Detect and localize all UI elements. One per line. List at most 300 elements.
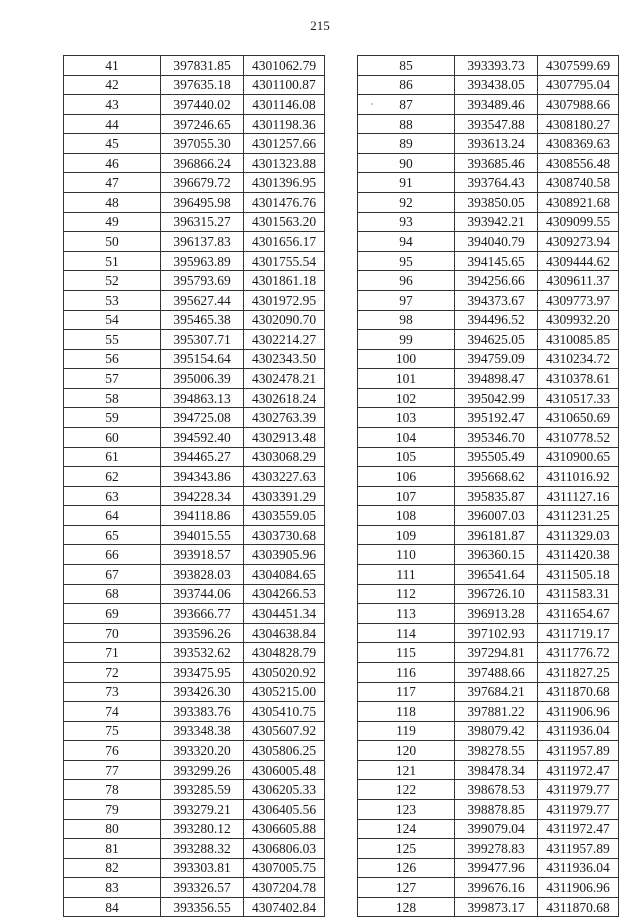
x-coordinate-cell: 394496.52 [455, 310, 538, 330]
y-coordinate-cell: 4309611.37 [538, 271, 619, 291]
point-number-cell: 55 [64, 330, 161, 350]
table-row [358, 584, 619, 604]
y-coordinate-cell: 4302763.39 [244, 408, 325, 428]
table-row [358, 290, 619, 310]
x-coordinate-cell: 393532.62 [161, 643, 244, 663]
point-number-cell: 65 [64, 525, 161, 545]
table-row [358, 760, 619, 780]
point-number-cell: 122 [358, 780, 455, 800]
x-coordinate-cell: 395465.38 [161, 310, 244, 330]
table-row [358, 702, 619, 722]
point-number-cell: 69 [64, 604, 161, 624]
y-coordinate-cell: 4305607.92 [244, 721, 325, 741]
table-row [64, 897, 325, 917]
x-coordinate-cell: 393288.32 [161, 839, 244, 859]
x-coordinate-cell: 395154.64 [161, 349, 244, 369]
table-row [358, 153, 619, 173]
y-coordinate-cell: 4311972.47 [538, 760, 619, 780]
x-coordinate-cell: 395346.70 [455, 427, 538, 447]
table-row [358, 819, 619, 839]
x-coordinate-cell: 395505.49 [455, 447, 538, 467]
y-coordinate-cell: 4311906.96 [538, 702, 619, 722]
y-coordinate-cell: 4310900.65 [538, 447, 619, 467]
x-coordinate-cell: 393280.12 [161, 819, 244, 839]
table-row [358, 878, 619, 898]
table-row [64, 153, 325, 173]
table-row [358, 604, 619, 624]
x-coordinate-cell: 393303.81 [161, 858, 244, 878]
x-coordinate-cell: 395835.87 [455, 486, 538, 506]
x-coordinate-cell: 394228.34 [161, 486, 244, 506]
table-row [358, 232, 619, 252]
table-row [64, 56, 325, 76]
x-coordinate-cell: 393685.46 [455, 153, 538, 173]
table-row [64, 643, 325, 663]
point-number-cell: 62 [64, 467, 161, 487]
y-coordinate-cell: 4311979.77 [538, 799, 619, 819]
table-row [358, 565, 619, 585]
x-coordinate-cell: 396541.64 [455, 565, 538, 585]
y-coordinate-cell: 4303391.29 [244, 486, 325, 506]
point-number-cell: 119 [358, 721, 455, 741]
y-coordinate-cell: 4304266.53 [244, 584, 325, 604]
table-row [64, 780, 325, 800]
table-row [358, 467, 619, 487]
x-coordinate-cell: 398678.53 [455, 780, 538, 800]
table-row [358, 134, 619, 154]
point-number-cell: 125 [358, 839, 455, 859]
x-coordinate-cell: 396181.87 [455, 525, 538, 545]
table-row [64, 858, 325, 878]
x-coordinate-cell: 394145.65 [455, 251, 538, 271]
x-coordinate-cell: 395963.89 [161, 251, 244, 271]
x-coordinate-cell: 393426.30 [161, 682, 244, 702]
y-coordinate-cell: 4306005.48 [244, 760, 325, 780]
coordinates-table-left [63, 55, 325, 917]
table-row [64, 271, 325, 291]
y-coordinate-cell: 4311936.04 [538, 721, 619, 741]
x-coordinate-cell: 394343.86 [161, 467, 244, 487]
y-coordinate-cell: 4310650.69 [538, 408, 619, 428]
table-row [64, 565, 325, 585]
table-row [358, 310, 619, 330]
y-coordinate-cell: 4311870.68 [538, 682, 619, 702]
y-coordinate-cell: 4303559.05 [244, 506, 325, 526]
x-coordinate-cell: 393764.43 [455, 173, 538, 193]
table-row [64, 330, 325, 350]
table-row [64, 702, 325, 722]
y-coordinate-cell: 4305410.75 [244, 702, 325, 722]
table-row [64, 349, 325, 369]
point-number-cell: 110 [358, 545, 455, 565]
point-number-cell: 78 [64, 780, 161, 800]
y-coordinate-cell: 4308180.27 [538, 114, 619, 134]
point-number-cell: 106 [358, 467, 455, 487]
point-number-cell: 108 [358, 506, 455, 526]
y-coordinate-cell: 4310378.61 [538, 369, 619, 389]
y-coordinate-cell: 4307204.78 [244, 878, 325, 898]
x-coordinate-cell: 397684.21 [455, 682, 538, 702]
y-coordinate-cell: 4311936.04 [538, 858, 619, 878]
x-coordinate-cell: 393475.95 [161, 662, 244, 682]
point-number-cell: 50 [64, 232, 161, 252]
point-number-cell: 88 [358, 114, 455, 134]
point-number-cell: 42 [64, 75, 161, 95]
table-row [358, 369, 619, 389]
x-coordinate-cell: 399079.04 [455, 819, 538, 839]
x-coordinate-cell: 393547.88 [455, 114, 538, 134]
point-number-cell: 71 [64, 643, 161, 663]
point-number-cell: 56 [64, 349, 161, 369]
y-coordinate-cell: 4309273.94 [538, 232, 619, 252]
point-number-cell: 95 [358, 251, 455, 271]
y-coordinate-cell: 4302343.50 [244, 349, 325, 369]
point-number-cell: 75 [64, 721, 161, 741]
y-coordinate-cell: 4301323.88 [244, 153, 325, 173]
x-coordinate-cell: 396360.15 [455, 545, 538, 565]
table-row [358, 251, 619, 271]
y-coordinate-cell: 4309773.97 [538, 290, 619, 310]
y-coordinate-cell: 4301656.17 [244, 232, 325, 252]
point-number-cell: 128 [358, 897, 455, 917]
y-coordinate-cell: 4303905.96 [244, 545, 325, 565]
table-row [64, 525, 325, 545]
table-row [358, 525, 619, 545]
x-coordinate-cell: 393828.03 [161, 565, 244, 585]
table-row [64, 741, 325, 761]
point-number-cell: 102 [358, 388, 455, 408]
y-coordinate-cell: 4311016.92 [538, 467, 619, 487]
table-row [64, 799, 325, 819]
x-coordinate-cell: 393596.26 [161, 623, 244, 643]
y-coordinate-cell: 4311906.96 [538, 878, 619, 898]
point-number-cell: 81 [64, 839, 161, 859]
y-coordinate-cell: 4302913.48 [244, 427, 325, 447]
x-coordinate-cell: 395627.44 [161, 290, 244, 310]
point-number-cell: 94 [358, 232, 455, 252]
point-number-cell: 58 [64, 388, 161, 408]
table-row [64, 251, 325, 271]
x-coordinate-cell: 396913.28 [455, 604, 538, 624]
x-coordinate-cell: 395006.39 [161, 369, 244, 389]
x-coordinate-cell: 399477.96 [455, 858, 538, 878]
point-number-cell: 70 [64, 623, 161, 643]
y-coordinate-cell: 4307005.75 [244, 858, 325, 878]
x-coordinate-cell: 395668.62 [455, 467, 538, 487]
point-number-cell: 73 [64, 682, 161, 702]
point-number-cell: 52 [64, 271, 161, 291]
table-row [64, 682, 325, 702]
x-coordinate-cell: 397881.22 [455, 702, 538, 722]
x-coordinate-cell: 397102.93 [455, 623, 538, 643]
table-row [358, 349, 619, 369]
y-coordinate-cell: 4309444.62 [538, 251, 619, 271]
point-number-cell: 112 [358, 584, 455, 604]
x-coordinate-cell: 394256.66 [455, 271, 538, 291]
point-number-cell: 72 [64, 662, 161, 682]
x-coordinate-cell: 397635.18 [161, 75, 244, 95]
y-coordinate-cell: 4304084.65 [244, 565, 325, 585]
x-coordinate-cell: 394625.05 [455, 330, 538, 350]
table-row [64, 134, 325, 154]
table-row [64, 819, 325, 839]
y-coordinate-cell: 4308556.48 [538, 153, 619, 173]
x-coordinate-cell: 396679.72 [161, 173, 244, 193]
y-coordinate-cell: 4310085.85 [538, 330, 619, 350]
point-number-cell: 114 [358, 623, 455, 643]
point-number-cell: 123 [358, 799, 455, 819]
x-coordinate-cell: 393279.21 [161, 799, 244, 819]
table-row [64, 95, 325, 115]
y-coordinate-cell: 4304828.79 [244, 643, 325, 663]
table-row [358, 427, 619, 447]
point-number-cell: 104 [358, 427, 455, 447]
x-coordinate-cell: 394898.47 [455, 369, 538, 389]
point-number-cell: 111 [358, 565, 455, 585]
y-coordinate-cell: 4305215.00 [244, 682, 325, 702]
x-coordinate-cell: 395793.69 [161, 271, 244, 291]
x-coordinate-cell: 393285.59 [161, 780, 244, 800]
x-coordinate-cell: 397831.85 [161, 56, 244, 76]
table-row [358, 897, 619, 917]
y-coordinate-cell: 4303068.29 [244, 447, 325, 467]
x-coordinate-cell: 399278.83 [455, 839, 538, 859]
table-row [358, 799, 619, 819]
table-row [64, 310, 325, 330]
point-number-cell: 76 [64, 741, 161, 761]
point-number-cell: 61 [64, 447, 161, 467]
y-coordinate-cell: 4307795.04 [538, 75, 619, 95]
point-number-cell: 86 [358, 75, 455, 95]
point-number-cell: 53 [64, 290, 161, 310]
x-coordinate-cell: 394118.86 [161, 506, 244, 526]
x-coordinate-cell: 397488.66 [455, 662, 538, 682]
table-row [64, 662, 325, 682]
x-coordinate-cell: 393942.21 [455, 212, 538, 232]
x-coordinate-cell: 394465.27 [161, 447, 244, 467]
x-coordinate-cell: 396726.10 [455, 584, 538, 604]
table-row [358, 330, 619, 350]
table-row [358, 682, 619, 702]
x-coordinate-cell: 399676.16 [455, 878, 538, 898]
y-coordinate-cell: 4303227.63 [244, 467, 325, 487]
x-coordinate-cell: 399873.17 [455, 897, 538, 917]
y-coordinate-cell: 4307599.69 [538, 56, 619, 76]
x-coordinate-cell: 393299.26 [161, 760, 244, 780]
point-number-cell: 77 [64, 760, 161, 780]
y-coordinate-cell: 4304451.34 [244, 604, 325, 624]
point-number-cell: 67 [64, 565, 161, 585]
x-coordinate-cell: 396495.98 [161, 193, 244, 213]
point-number-cell: 120 [358, 741, 455, 761]
x-coordinate-cell: 398878.85 [455, 799, 538, 819]
table-row [64, 173, 325, 193]
x-coordinate-cell: 398478.34 [455, 760, 538, 780]
point-number-cell: 115 [358, 643, 455, 663]
point-number-cell: 98 [358, 310, 455, 330]
point-number-cell: 116 [358, 662, 455, 682]
table-row [358, 271, 619, 291]
x-coordinate-cell: 395307.71 [161, 330, 244, 350]
y-coordinate-cell: 4303730.68 [244, 525, 325, 545]
table-row [358, 56, 619, 76]
x-coordinate-cell: 395042.99 [455, 388, 538, 408]
y-coordinate-cell: 4301755.54 [244, 251, 325, 271]
point-number-cell: 41 [64, 56, 161, 76]
x-coordinate-cell: 398079.42 [455, 721, 538, 741]
table-row [358, 95, 619, 115]
x-coordinate-cell: 393383.76 [161, 702, 244, 722]
x-coordinate-cell: 395192.47 [455, 408, 538, 428]
x-coordinate-cell: 396137.83 [161, 232, 244, 252]
y-coordinate-cell: 4301257.66 [244, 134, 325, 154]
table-row [358, 506, 619, 526]
point-number-cell: 85 [358, 56, 455, 76]
point-number-cell: 68 [64, 584, 161, 604]
y-coordinate-cell: 4311329.03 [538, 525, 619, 545]
point-number-cell: 46 [64, 153, 161, 173]
point-number-cell: 87 [358, 95, 455, 115]
point-number-cell: 90 [358, 153, 455, 173]
y-coordinate-cell: 4306205.33 [244, 780, 325, 800]
point-number-cell: 60 [64, 427, 161, 447]
y-coordinate-cell: 4311957.89 [538, 839, 619, 859]
y-coordinate-cell: 4310234.72 [538, 349, 619, 369]
table-row [358, 623, 619, 643]
x-coordinate-cell: 397246.65 [161, 114, 244, 134]
table-row [64, 604, 325, 624]
y-coordinate-cell: 4310517.33 [538, 388, 619, 408]
table-row [358, 193, 619, 213]
x-coordinate-cell: 394373.67 [455, 290, 538, 310]
point-number-cell: 97 [358, 290, 455, 310]
x-coordinate-cell: 394592.40 [161, 427, 244, 447]
point-number-cell: 82 [64, 858, 161, 878]
table-row [358, 75, 619, 95]
y-coordinate-cell: 4301062.79 [244, 56, 325, 76]
x-coordinate-cell: 396007.03 [455, 506, 538, 526]
point-number-cell: 47 [64, 173, 161, 193]
point-number-cell: 51 [64, 251, 161, 271]
y-coordinate-cell: 4311420.38 [538, 545, 619, 565]
point-number-cell: 121 [358, 760, 455, 780]
table-row [358, 408, 619, 428]
y-coordinate-cell: 4311505.18 [538, 565, 619, 585]
y-coordinate-cell: 4306605.88 [244, 819, 325, 839]
table-row [64, 623, 325, 643]
y-coordinate-cell: 4311957.89 [538, 741, 619, 761]
y-coordinate-cell: 4305020.92 [244, 662, 325, 682]
y-coordinate-cell: 4310778.52 [538, 427, 619, 447]
table-row [358, 212, 619, 232]
x-coordinate-cell: 394863.13 [161, 388, 244, 408]
table-row [358, 114, 619, 134]
point-number-cell: 105 [358, 447, 455, 467]
table-row [64, 839, 325, 859]
table-row [358, 721, 619, 741]
table-row [64, 506, 325, 526]
point-number-cell: 79 [64, 799, 161, 819]
y-coordinate-cell: 4305806.25 [244, 741, 325, 761]
y-coordinate-cell: 4306405.56 [244, 799, 325, 819]
x-coordinate-cell: 393326.57 [161, 878, 244, 898]
y-coordinate-cell: 4301972.95 [244, 290, 325, 310]
table-row [358, 388, 619, 408]
y-coordinate-cell: 4302478.21 [244, 369, 325, 389]
x-coordinate-cell: 396315.27 [161, 212, 244, 232]
point-number-cell: 74 [64, 702, 161, 722]
table-row [64, 760, 325, 780]
y-coordinate-cell: 4301198.36 [244, 114, 325, 134]
table-row [64, 290, 325, 310]
table-row [358, 741, 619, 761]
y-coordinate-cell: 4308369.63 [538, 134, 619, 154]
point-number-cell: 84 [64, 897, 161, 917]
x-coordinate-cell: 393666.77 [161, 604, 244, 624]
x-coordinate-cell: 393850.05 [455, 193, 538, 213]
table-row [358, 839, 619, 859]
x-coordinate-cell: 393348.38 [161, 721, 244, 741]
point-number-cell: 109 [358, 525, 455, 545]
y-coordinate-cell: 4304638.84 [244, 623, 325, 643]
point-number-cell: 49 [64, 212, 161, 232]
table-row [64, 408, 325, 428]
point-number-cell: 107 [358, 486, 455, 506]
x-coordinate-cell: 393613.24 [455, 134, 538, 154]
table-row [358, 643, 619, 663]
x-coordinate-cell: 397055.30 [161, 134, 244, 154]
table-row [64, 232, 325, 252]
table-row [358, 173, 619, 193]
y-coordinate-cell: 4309932.20 [538, 310, 619, 330]
point-number-cell: 44 [64, 114, 161, 134]
y-coordinate-cell: 4302214.27 [244, 330, 325, 350]
x-coordinate-cell: 394040.79 [455, 232, 538, 252]
point-number-cell: 124 [358, 819, 455, 839]
y-coordinate-cell: 4302618.24 [244, 388, 325, 408]
y-coordinate-cell: 4311776.72 [538, 643, 619, 663]
table-row [64, 212, 325, 232]
point-number-cell: 43 [64, 95, 161, 115]
y-coordinate-cell: 4301563.20 [244, 212, 325, 232]
y-coordinate-cell: 4301396.95 [244, 173, 325, 193]
table-row [358, 780, 619, 800]
table-row [64, 721, 325, 741]
y-coordinate-cell: 4309099.55 [538, 212, 619, 232]
table-row [64, 878, 325, 898]
y-coordinate-cell: 4308921.68 [538, 193, 619, 213]
y-coordinate-cell: 4306806.03 [244, 839, 325, 859]
point-number-cell: 118 [358, 702, 455, 722]
table-row [358, 858, 619, 878]
coordinates-table-right [357, 55, 619, 917]
point-number-cell: 101 [358, 369, 455, 389]
y-coordinate-cell: 4311827.25 [538, 662, 619, 682]
x-coordinate-cell: 393744.06 [161, 584, 244, 604]
table-row [64, 545, 325, 565]
table-row [64, 447, 325, 467]
point-number-cell: 45 [64, 134, 161, 154]
y-coordinate-cell: 4311127.16 [538, 486, 619, 506]
point-number-cell: 57 [64, 369, 161, 389]
x-coordinate-cell: 397294.81 [455, 643, 538, 663]
page-number: 215 [310, 18, 330, 33]
x-coordinate-cell: 398278.55 [455, 741, 538, 761]
point-number-cell: 117 [358, 682, 455, 702]
x-coordinate-cell: 394725.08 [161, 408, 244, 428]
x-coordinate-cell: 393356.55 [161, 897, 244, 917]
x-coordinate-cell: 394759.09 [455, 349, 538, 369]
